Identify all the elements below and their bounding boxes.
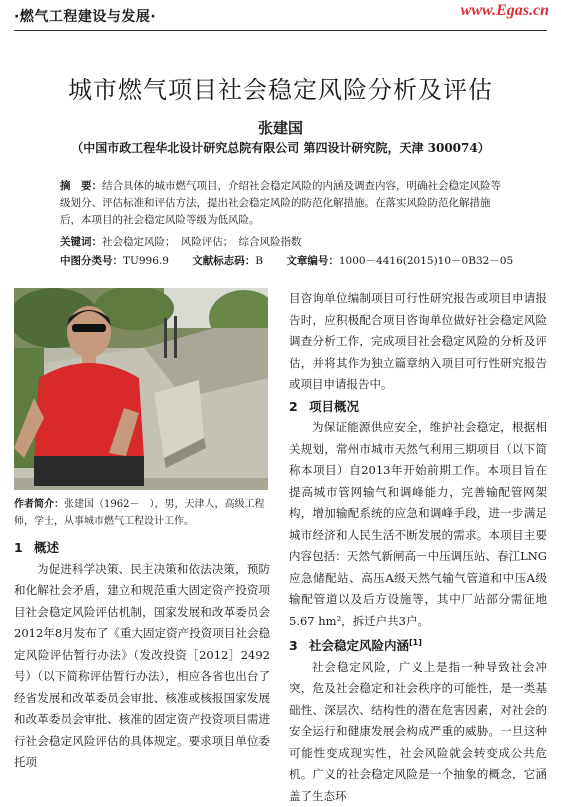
keywords-line xyxy=(60,234,530,249)
keywords-text: 社会稳定风险； 风险评估； 综合风险指数 xyxy=(102,236,302,248)
section-2-title: 项目概况 xyxy=(309,398,360,414)
paragraph-risk-definition: 社会稳定风险，广义上是指一种导致社会冲突，危及社会稳定和社会秩序的可能性，是一类基础性、深层次、结构性的潜在危害因素，对社会的安全运行和健康发展会构成严重的威胁。一旦这种可能性变成现实性，社会风险就会转变成公共危机。广义的社会稳定风险是一个抽象的概念，它涵盖了生态环 xyxy=(289,659,547,803)
section-2-number: 2 xyxy=(289,398,298,414)
article-author: 张建国 xyxy=(257,119,303,137)
author-bio xyxy=(14,496,276,530)
author-photo xyxy=(14,288,268,490)
doc-code-value: B xyxy=(255,255,263,267)
abstract-text: 结合具体的城市燃气项目，介绍社会稳定风险的内涵及调查内容，明确社会稳定风险等级划分、评估标准和评估方法，提出社会稳定风险的防范化解措施。在落实风险防范化解措施后，本项目的社会稳定风险等级为低风险。 xyxy=(60,180,501,226)
section-1-number: 1 xyxy=(14,540,23,555)
article-no-label: 文章编号： xyxy=(286,255,339,267)
paragraph-overview: 为促进科学决策、民主决策和依法决策，预防和化解社会矛盾，建立和规范重大固定资产投资项目社会稳定风险评估机制，国家发展和改革委员会2012年8月发布了《重大固定资产投资项目社会稳定风险评估暂行办法》（发改投资［2012］2492号）（以下简称评估暂行办法），相应各省也出台了经省发展和改革委员会审批、核准或核报国家发展和改革委员会审批、核准的固定资产投资项目需进行社会稳定风险评估的具体规定。要求项目单位委托项 xyxy=(14,561,270,769)
classification-line xyxy=(60,253,530,268)
left-column xyxy=(14,537,270,774)
doc-code-label: 文献标志码： xyxy=(192,255,256,267)
clc-label: 中图分类号： xyxy=(60,255,123,267)
journal-section-tag: ·燃气工程建设与发展· xyxy=(14,9,157,25)
clc-value: TU996.9 xyxy=(123,255,169,267)
section-3-number: 3 xyxy=(289,638,298,654)
paragraph-continued: 目咨询单位编制项目可行性研究报告或项目申请报告时，应积极配合项目咨询单位做好社会稳定风险调查分析工作，完成项目社会稳定风险的分析及评估，并将其作为独立篇章纳入项目可行性研究报告或项目申请报告中。 xyxy=(289,291,547,391)
author-affiliation: （中国市政工程华北设计研究总院有限公司 第四设计研究院，天津 300074） xyxy=(71,141,490,155)
right-column xyxy=(289,288,547,807)
section-1-heading xyxy=(14,537,270,559)
keywords-label: 关键词： xyxy=(60,236,102,248)
section-1-title: 概述 xyxy=(34,540,60,555)
section-3-citation: [1] xyxy=(409,638,422,647)
site-watermark: www.Egas.cn xyxy=(460,2,549,19)
header-rule xyxy=(14,30,547,31)
paragraph-project-overview: 为保证能源供应安全，维护社会稳定，根据相关规划，常州市城市天然气利用三期项目（以下简称本项目）自2013年开始前期工作。本项目旨在提高城市管网输气和调峰能力，完善输配管网架构，增加输配系统的应急和调峰手段，进一步满足城市经济和人民生活不断发展的需求。本项目主要内容包括：天然气新闸高－中压调压站、春江LNG应急储配站、高压A级天然气输气管道和中压A级输配管道以及后方设施等，其中厂站部分需征地5.67 hm²，拆迁户共3户。 xyxy=(289,420,547,628)
article-no-value: 1000－4416(2015)10－0B32－05 xyxy=(338,255,514,267)
section-3-title: 社会稳定风险内涵 xyxy=(309,638,410,654)
author-bio-text: 张建国（1962－ ），男，天津人，高级工程师，学士，从事城市燃气工程设计工作。 xyxy=(14,499,265,527)
abstract xyxy=(60,178,510,229)
abstract-label: 摘 要： xyxy=(60,180,102,192)
section-2-heading xyxy=(289,396,547,418)
article-title: 城市燃气项目社会稳定风险分析及评估 xyxy=(68,76,493,104)
author-bio-label: 作者简介： xyxy=(14,499,64,510)
section-3-heading xyxy=(289,632,547,657)
